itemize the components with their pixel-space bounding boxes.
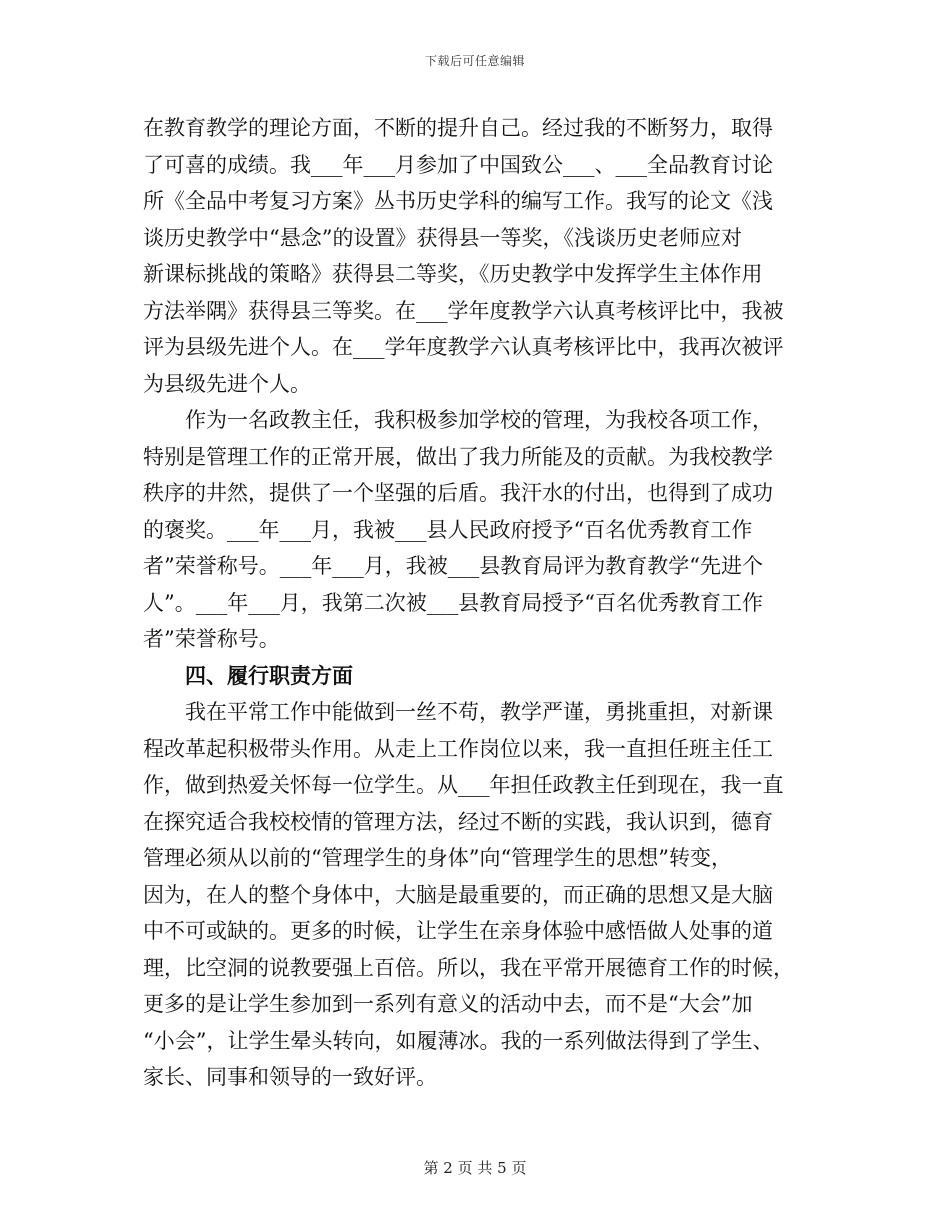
body-line: 秩序的井然，提供了一个坚强的后盾。我汗水的付出，也得到了成功 (143, 481, 773, 505)
body-line: 人”。___年___月，我第二次被___县教育局授予“百名优秀教育工作 (143, 590, 763, 615)
body-line: 作，做到热爱关怀每一位学生。从___年担任政教主任到现在，我一直 (143, 773, 784, 797)
body-line: 所《全品中考复习方案》丛书历史学科的编写工作。我写的论文《浅 (143, 189, 773, 213)
body-line: 因为，在人的整个身体中，大脑是最重要的，而正确的思想又是大脑 (143, 882, 773, 907)
document-body (143, 110, 811, 1096)
body-line: 更多的是让学生参加到一系列有意义的活动中去，而不是“大会”加 (143, 992, 753, 1016)
body-line: 方法举隅》获得县三等奖。在___学年度教学六认真考核评比中，我被 (143, 298, 784, 323)
body-line: “小会”，让学生晕头转向，如履薄冰。我的一系列做法得到了学生、 (143, 1028, 774, 1053)
paragraph-first-line: 作为一名政教主任，我积极参加学校的管理，为我校各项工作， (185, 408, 773, 432)
body-line: 的褒奖。___年___月，我被___县人民政府授予“百名优秀教育工作 (143, 517, 753, 542)
body-line: 者”荣誉称号。 (143, 627, 280, 651)
body-line: 谈历史教学中“悬念”的设置》获得县一等奖，《浅谈历史老师应对 (143, 225, 742, 250)
header-edit-note: 下载后可任意编辑 (424, 54, 525, 68)
body-line: 为县级先进个人。 (143, 371, 311, 396)
body-line: 在教育教学的理论方面，不断的提升自己。经过我的不断努力，取得 (143, 116, 773, 140)
paragraph-first-line: 我在平常工作中能做到一丝不苟，教学严谨，勇挑重担，对新课 (185, 700, 773, 724)
body-line: 家长、同事和领导的一致好评。 (143, 1065, 437, 1089)
body-line: 理，比空洞的说教要强上百倍。所以，我在平常开展德育工作的时候， (143, 955, 794, 980)
body-line: 中不可或缺的。更多的时候，让学生在亲身体验中感悟做人处事的道 (143, 919, 773, 943)
body-line: 特别是管理工作的正常开展，做出了我力所能及的贡献。为我校教学 (143, 444, 773, 469)
body-line: 了可喜的成绩。我___年___月参加了中国致公___、___全品教育讨论 (143, 152, 773, 177)
body-line: 评为县级先进个人。在___学年度教学六认真考核评比中，我再次被评 (143, 335, 784, 359)
body-line: 程改革起积极带头作用。从走上工作岗位以来，我一直担任班主任工 (143, 736, 773, 761)
body-line: 管理必须从以前的“管理学生的身体”向“管理学生的思想”转变， (143, 846, 732, 870)
page-number: 第 2 页 共 5 页 (423, 1159, 527, 1177)
body-line: 者”荣誉称号。___年___月，我被___县教育局评为教育教学“先进个 (143, 554, 763, 578)
section-heading: 四、履行职责方面 (185, 662, 353, 688)
body-line: 在探究适合我校校情的管理方法，经过不断的实践，我认识到，德育 (143, 809, 773, 834)
body-line: 新课标挑战的策略》获得县二等奖，《历史教学中发挥学生主体作用 (143, 262, 763, 286)
